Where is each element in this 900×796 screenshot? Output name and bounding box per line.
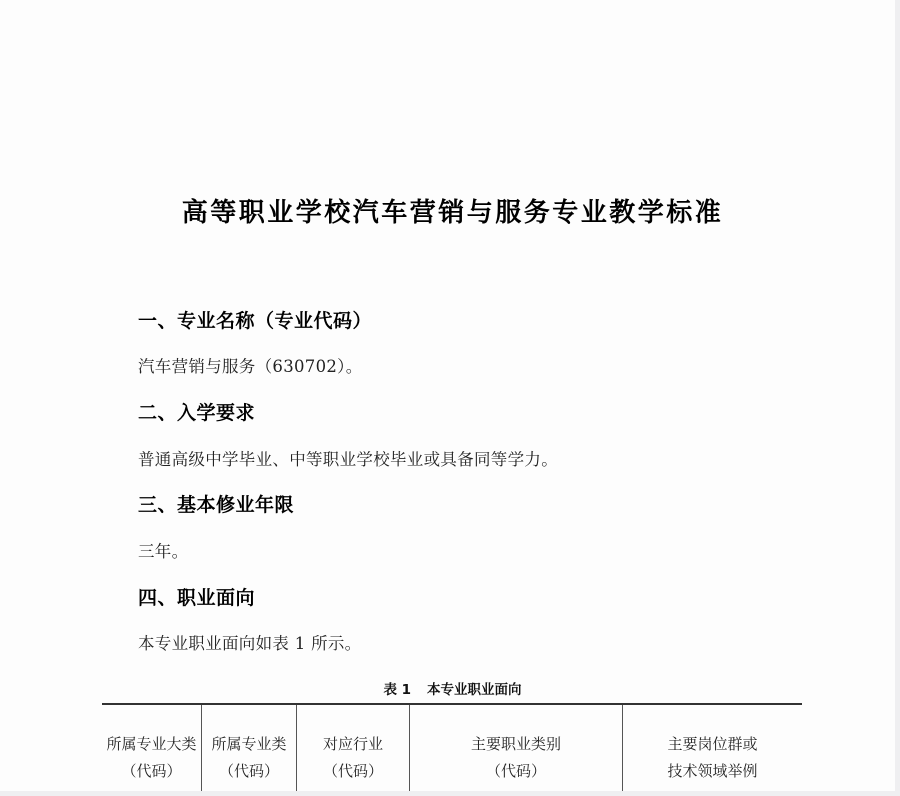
header-line: 主要职业类别 <box>470 735 561 753</box>
header-line: （代码） <box>218 762 279 780</box>
section-body-4: 本专业职业面向如表 1 所示。 <box>138 634 362 653</box>
header-line: 技术领域举例 <box>667 762 758 780</box>
header-line: 主要岗位群或 <box>667 735 758 753</box>
section-body-3: 三年。 <box>138 542 189 561</box>
section-heading-4: 四、职业面向 <box>138 587 256 609</box>
header-line: （代码） <box>121 762 182 780</box>
document-title: 高等职业学校汽车营销与服务专业教学标准 <box>181 198 724 228</box>
header-line: （代码） <box>322 762 383 780</box>
section-body-2: 普通高级中学毕业、中等职业学校毕业或具备同等学力。 <box>138 450 558 469</box>
table-header-cell <box>102 705 201 791</box>
table-caption-number: 表 1 <box>383 682 412 698</box>
table-caption-title: 本专业职业面向 <box>427 682 522 698</box>
header-line: （代码） <box>485 762 546 780</box>
section-heading-1: 一、专业名称（专业代码） <box>138 310 373 332</box>
header-line: 所属专业类 <box>211 735 287 753</box>
table-header-cell <box>410 705 622 791</box>
section-heading-2: 二、入学要求 <box>138 402 256 424</box>
table-header-cell <box>297 705 409 791</box>
section-body-1: 汽车营销与服务（630702）。 <box>138 357 363 376</box>
table-header-cell <box>623 705 802 791</box>
table-caption <box>0 678 895 698</box>
section-heading-3: 三、基本修业年限 <box>138 494 295 516</box>
header-line: 对应行业 <box>322 735 383 753</box>
table-header-cell <box>202 705 296 791</box>
occupation-table <box>102 703 802 791</box>
header-line: 所属专业大类 <box>106 735 197 753</box>
